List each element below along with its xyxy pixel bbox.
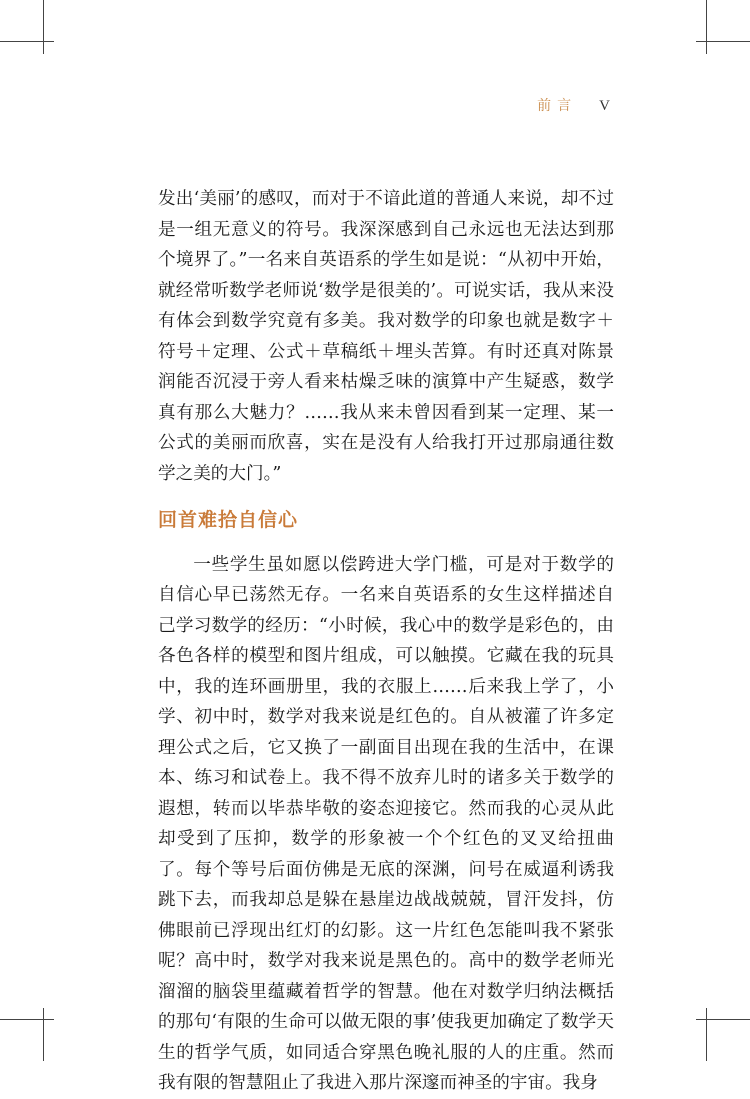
crop-mark xyxy=(706,1008,707,1061)
crop-mark xyxy=(43,1008,44,1061)
crop-mark xyxy=(696,41,750,42)
body-paragraph: 一些学生虽如愿以偿跨进大学门槛，可是对于数学的自信心早已荡然无存。一名来自英语系的女生这样描述自己学习数学的经历：“小时候，我心中的数学是彩色的，由各色各样的模型和图片组成，可以触摸。它藏在我的玩具中，我的连环画册里，我的衣服上……后来我上学了，小学、初中时，数学对我来说是红色的。自从被灌了许多定理公式之后，它又换了一副面目出现在我的生活中，在课本、练习和试卷上。我不得不放弃儿时的诸多关于数学的遐想，转而以毕恭毕敬的姿态迎接它。然而我的心灵从此却受到了压抑，数学的形象被一个个红色的叉叉给扭曲了。每个等号后面仿佛是无底的深渊，问号在威逼利诱我跳下去，而我却总是躲在悬崖边战战兢兢，冒汗发抖，仿佛眼前已浮现出红灯的幻影。这一片红色怎能叫我不紧张呢？高中时，数学对我来说是黑色的。高中的数学老师光溜溜的脑袋里蕴藏着哲学的智慧。他在对数学归纳法概括的那句‘有限的生命可以做无限的事’使我更加确定了数学天生的哲学气质，如同适合穿黑色晚礼服的人的庄重。然而我有限的智慧阻止了我进入那片深邃而神圣的宇宙。我身 xyxy=(158,554,614,1093)
crop-mark xyxy=(0,1019,54,1020)
crop-mark xyxy=(43,0,44,54)
page-number: V xyxy=(599,98,610,114)
body-paragraph: 发出‘美丽’的感叹，而对于不谙此道的普通人来说，却不过是一组无意义的符号。我深深感到自己永远也无法达到那个境界了。”一名来自英语系的学生如是说：“从初中开始，就经常听数学老师说‘数学是很美的’。可说实话，我从来没有体会到数学究竟有多美。我对数学的印象也就是数字＋符号＋定理、公式＋草稿纸＋埋头苦算。有时还真对陈景润能否沉浸于旁人看来枯燥乏味的演算中产生疑惑，数学真有那么大魅力？……我从来未曾因看到某一定理、某一公式的美丽而欣喜，实在是没有人给我打开过那扇通往数学之美的大门。” xyxy=(158,189,614,484)
crop-mark xyxy=(0,41,54,42)
crop-mark xyxy=(706,0,707,54)
section-heading: 回首难拾自信心 xyxy=(158,509,299,531)
running-header xyxy=(537,95,610,115)
page-body xyxy=(158,184,614,1099)
running-header-section: 前言 xyxy=(537,98,578,114)
crop-mark xyxy=(696,1019,750,1020)
